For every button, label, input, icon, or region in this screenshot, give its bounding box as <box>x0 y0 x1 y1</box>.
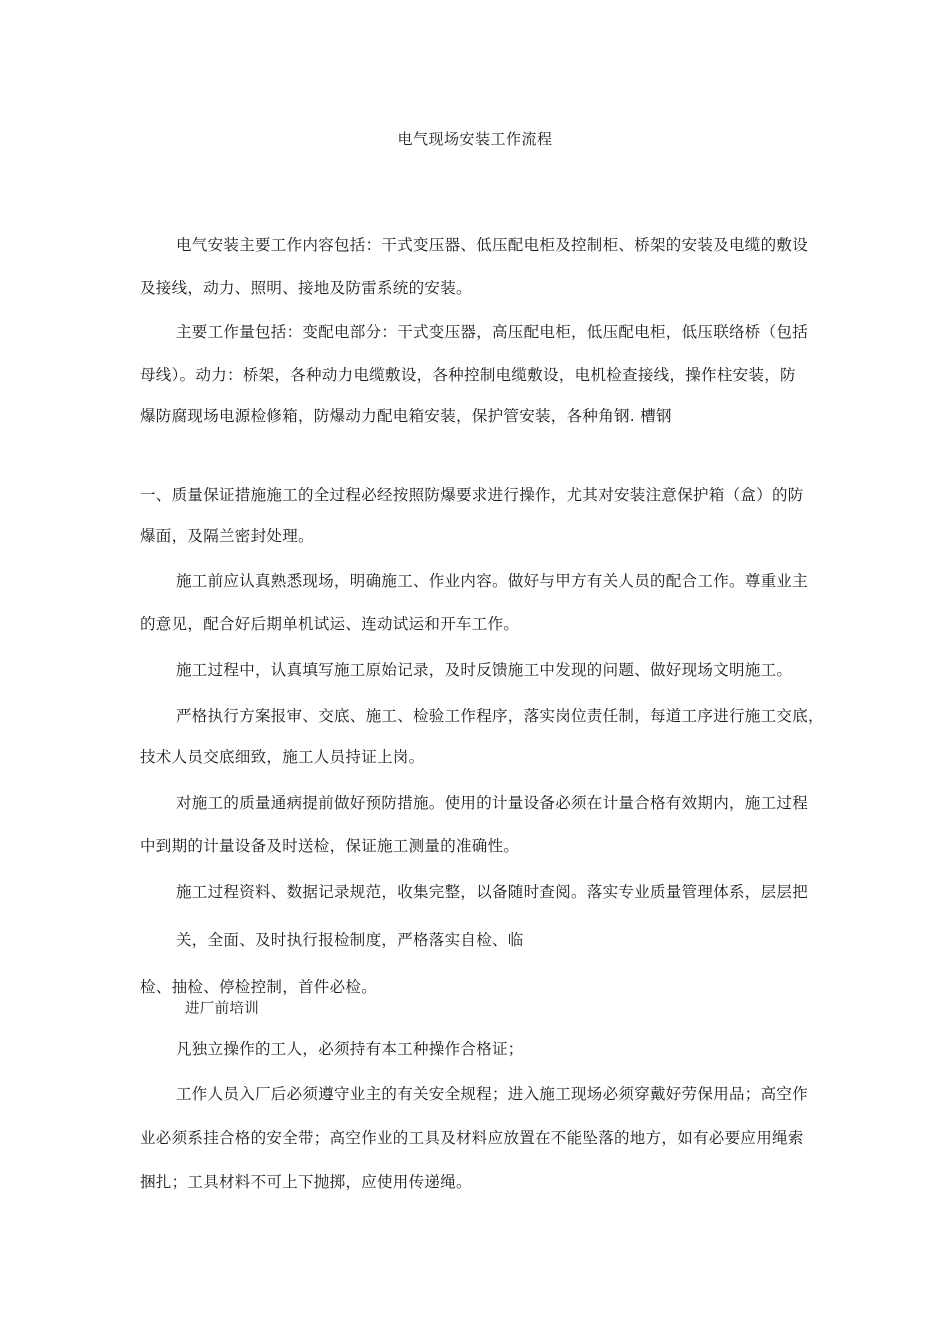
text-line: 检、抽检、停检控制，首件必检。 <box>140 978 378 996</box>
text-line: 捆扎；工具材料不可上下抛掷，应使用传递绳。 <box>140 1173 472 1191</box>
text-line: 爆面，及隔兰密封处理。 <box>140 527 314 545</box>
text-line: 技术人员交底细致，施工人员持证上岗。 <box>140 748 425 766</box>
text-line: 电气安装主要工作内容包括：干式变压器、低压配电柜及控制柜、桥架的安装及电缆的敷设 <box>176 236 809 254</box>
text-line: 爆防腐现场电源检修箱，防爆动力配电箱安装，保护管安装，各种角钢. 槽钢 <box>140 407 672 425</box>
text-line: 主要工作量包括：变配电部分：干式变压器，高压配电柜，低压配电柜，低压联络桥（包括 <box>176 323 809 341</box>
text-line: 关，全面、及时执行报检制度，严格落实自检、临 <box>176 931 524 949</box>
text-line: 凡独立操作的工人，必须持有本工种操作合格证； <box>176 1040 524 1058</box>
text-line: 施工过程中，认真填写施工原始记录，及时反馈施工中发现的问题、做好现场文明施工。 <box>176 661 793 679</box>
text-line: 母线）。动力：桥架，各种动力电缆敷设，各种控制电缆敷设，电机检查接线，操作柱安装，防 <box>140 366 796 384</box>
section-heading: 进厂前培训 <box>185 1001 259 1017</box>
text-line: 对施工的质量通病提前做好预防措施。使用的计量设备必须在计量合格有效期内，施工过程 <box>176 794 809 812</box>
text-line: 施工过程资料、数据记录规范，收集完整，以备随时查阅。落实专业质量管理体系，层层把 <box>176 883 809 901</box>
text-line: 的意见，配合好后期单机试运、连动试运和开车工作。 <box>140 615 520 633</box>
text-line: 施工前应认真熟悉现场，明确施工、作业内容。做好与甲方有关人员的配合工作。尊重业主 <box>176 572 809 590</box>
text-line: 业必须系挂合格的安全带；高空作业的工具及材料应放置在不能坠落的地方，如有必要应用绳索 <box>140 1129 804 1147</box>
text-line: 及接线，动力、照明、接地及防雷系统的安装。 <box>140 279 472 297</box>
text-line: 中到期的计量设备及时送检，保证施工测量的准确性。 <box>140 837 520 855</box>
text-line: 工作人员入厂后必须遵守业主的有关安全规程；进入施工现场必须穿戴好劳保用品；高空作 <box>176 1085 809 1103</box>
document-title: 电气现场安装工作流程 <box>397 130 553 148</box>
text-line: 一、质量保证措施施工的全过程必经按照防爆要求进行操作，尤其对安装注意保护箱（盒）的防 <box>140 486 804 504</box>
text-line: 严格执行方案报审、交底、施工、检验工作程序，落实岗位责任制，每道工序进行施工交底， <box>176 707 824 725</box>
